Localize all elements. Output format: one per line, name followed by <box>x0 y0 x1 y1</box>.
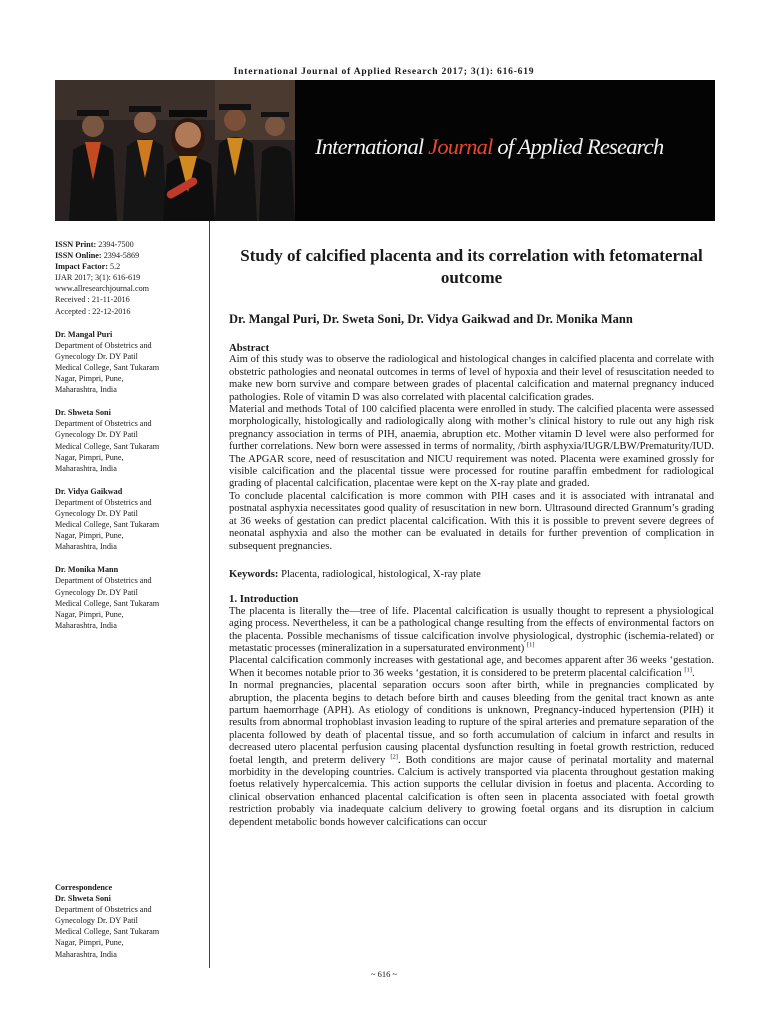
paper-title: Study of calcified placenta and its correlation with fetomaternal outcome <box>240 246 703 287</box>
intro-paragraph: In normal pregnancies, placental separation occurs soon after birth, while in pregnancies complicated by abruption, the placenta begins to detach before birth and causes bleeding from the genital tract known as ante partum haemorrhage (APH). As etiology of conditions is unknown, Pregnancy-induced hypertension (PIH) it results from abnormal trophoblast invasion leading to rupture of the spiral arteries and premature separation of the placenta followed by death of placental tissue, and so forth accumulation of calcium in infarct and results in decreased utero placental perfusion causing placental dysfunction resulting in foetal growth restriction, reduced foetal length, and preterm delivery [2]. Both conditions are major cause of perinatal mortality and maternal morbidity in the developing countries. Calcium is actively transported via placenta throughout gestation making foetus relatively hypercalcemia. This action supports the cellular division in foetus and placenta. According to clinical observation enhanced placental calcification is often seen in placenta associated with foetal growth restriction probably via inadequate calcium delivery to growing foetal organs and its disruption in calcium dependent metabolic bonds however calcifications can occur <box>229 680 714 828</box>
author-affiliation: Dr. Shweta Soni Department of Obstetrics and Gynecology Dr. DY Patil Medical College, Sant Tukaram Nagar, Pimpri, Pune, Maharashtra, India <box>55 408 160 473</box>
brand-accent: Journal <box>428 134 493 159</box>
journal-banner <box>55 80 715 221</box>
correspondence-heading: Correspondence <box>55 883 113 892</box>
author-affiliation: Dr. Monika Mann Department of Obstetrics and Gynecology Dr. DY Patil Medical College, Sant Tukaram Nagar, Pimpri, Pune, Maharashtra, India <box>55 565 160 630</box>
keywords: Keywords: Placenta, radiological, histological, X-ray plate <box>229 568 481 580</box>
graduates-photo <box>55 80 295 221</box>
abstract-paragraph: Aim of this study was to observe the radiological and histological changes in calcified placenta and correlate with obstetric pathologies and neonatal outcomes in terms of level of hypoxia and their level of resuscitation needed to make new born survive and compare between grades of placental calcification and maternal pregnancy induced pathologies. Role of vitamin D was also correlated with placental calcification grades. <box>229 354 714 403</box>
citation-ref: [2] <box>390 753 398 761</box>
article-body <box>229 245 714 829</box>
meta-line: ISSN Print: 2394-7500 <box>55 240 134 249</box>
correspondence-block: Correspondence Dr. Shweta Soni Department of Obstetrics and Gynecology Dr. DY Patil Medical College, Sant Tukaram Nagar, Pimpri, Pune, Maharashtra, India <box>55 882 205 960</box>
meta-line: Received : 21-11-2016 <box>55 295 130 305</box>
journal-brand-title <box>315 134 663 160</box>
page-number: ~ 616 ~ <box>370 969 398 979</box>
publication-meta <box>55 239 205 317</box>
brand-suffix: of Applied Research <box>492 134 664 159</box>
column-divider <box>209 221 210 968</box>
citation-ref: [1] <box>684 666 692 674</box>
intro-paragraph: The placenta is literally the―tree of life. Placental calcification is usually thought to represent a physiological aging process. Nevertheless, it can be a pathological change resulting from the effects of environmental factors on the placenta. Possible mechanisms of tissue calcification involve physiological, dystrophic (ischemia-related) or metastatic processes (mineralization in a supersaturated environment) [1] <box>229 605 714 654</box>
abstract-heading: Abstract <box>229 342 270 354</box>
journal-running-header: International Journal of Applied Research 2017; 3(1): 616-619 <box>233 67 535 77</box>
intro-paragraph: Placental calcification commonly increases with gestational age, and becomes apparent after 36 weeks ‘gestation. When it becomes notable prior to 36 weeks ‘gestation, it is considered to be preterm placental calcification [1]. <box>229 655 714 679</box>
author-list: Dr. Mangal Puri, Dr. Sweta Soni, Dr. Vidya Gaikwad and Dr. Monika Mann <box>229 312 633 326</box>
sidebar-info <box>55 239 205 631</box>
brand-prefix: International <box>315 134 429 159</box>
meta-line: Accepted : 22-12-2016 <box>55 306 131 316</box>
meta-line: ISSN Online: 2394-5869 <box>55 251 140 261</box>
introduction-heading: 1. Introduction <box>229 593 299 606</box>
author-affiliation: Dr. Vidya Gaikwad Department of Obstetrics and Gynecology Dr. DY Patil Medical College, Sant Tukaram Nagar, Pimpri, Pune, Maharashtra, India <box>55 486 160 552</box>
abstract-paragraph: Material and methods Total of 100 calcified placenta were enrolled in study. The calcified placenta were assessed morphologically, histologically and radiologically along with mother’s clinical history to rule out any high risk pregnancy association in terms of PIH, anaemia, abruption etc. Mother vitamin D level were also performed for further correlations. New born were assessed in terms of normality, /birth asphyxia/IUGR/LBW/Prematurity/IUD. The APGAR score, need of resuscitation and NICU requirement was noted. Placenta were examined grossly for visible calcification and the placental tissue were processed for routine paraffin embedment for radiological grading of placental calcification, placentae were kept on the X-ray plate and graded. <box>229 404 714 490</box>
journal-website-link[interactable]: www.allresearchjournal.com <box>55 284 150 294</box>
citation-ref: [1] <box>527 641 535 649</box>
meta-line: Impact Factor: 5.2 <box>55 262 121 272</box>
meta-line: IJAR 2017; 3(1): 616-619 <box>55 273 141 283</box>
abstract-paragraph: To conclude placental calcification is more common with PIH cases and it is associated with intranatal and postnatal asphyxia necessitates good quality of resuscitation in new born. Ultrasound directed Grannum’s grading at 36 weeks of gestation can predict placental calcification. With this it is possible to prevent severe degrees of neonatal asphyxia and also the mother can be evaluated in details for further prevention of complication in subsequent pregnancies. <box>229 490 714 552</box>
author-affiliation: Dr. Mangal Puri Department of Obstetrics and Gynecology Dr. DY Patil Medical College, Sant Tukaram Nagar, Pimpri, Pune, Maharashtra, India <box>55 329 160 395</box>
